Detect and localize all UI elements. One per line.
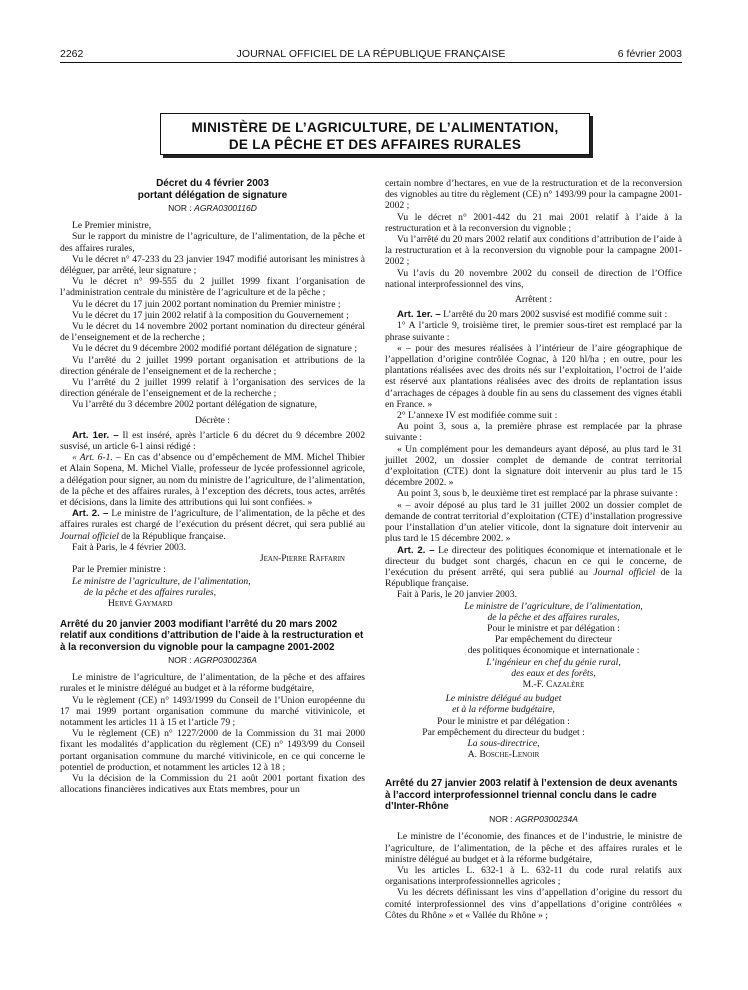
decree-article-2 [60,508,365,542]
signature-block-2 [385,693,622,760]
arrete-para: Vu l’avis du 20 novembre 2002 du conseil de direction de l’Office national interprofessionnel des vins, [385,267,682,290]
nor-code: AGRP0300234A [515,814,578,825]
signer-name: M.-F. Cazalère [522,678,585,690]
article-label: Art. 1er. – [72,429,119,441]
signature-line: Pour le ministre et par délégation : [487,622,620,634]
decree-para: Vu le décret n° 99-555 du 2 juillet 1999 fixant l’organisation de l’administration centrale du ministère de l’agriculture et de la pêche ; [60,276,365,299]
nor-label: NOR : [489,814,513,825]
arrete-para: Vu le décret n° 2001-442 du 21 mai 2001 relatif à l’aide à la restructuration et à la reconversion du vignoble ; [385,211,682,234]
decree-title-line-1: Décret du 4 février 2003 [156,178,269,189]
journal-ref: Journal officiel [60,530,119,542]
arrete-article-1 [385,309,682,320]
nor-label: NOR : [168,655,192,665]
nor-label: NOR : [168,203,192,213]
signature-line: Le ministre de l’agriculture, de l’alimentation, [464,600,643,612]
arrete-para: Vu le règlement (CE) n° 1493/1999 du Conseil de l’Union européenne du 17 mai 1999 portant organisation commune du marché vitivinicole, et notamment les articles 11 à 15 et l’article 79 ; [60,694,365,729]
nor-code: AGRA0300116D [194,203,257,213]
decree-para: Vu le décret du 14 novembre 2002 portant nomination du directeur général de l’enseignement et de la recherche ; [60,321,365,344]
decree-title [60,178,365,201]
decree-para: Sur le rapport du ministre de l’agriculture, de l’alimentation, de la pêche et des affaires rurales, [60,231,365,254]
article-text: de la République française. [385,566,682,590]
decree-para: Vu le décret du 17 juin 2002 portant nomination du Premier ministre ; [72,298,341,310]
signer-minister: Hervé Gaymard [108,597,173,609]
arrete-title: Arrêté du 27 janvier 2003 relatif à l’extension de deux avenants à l’accord interprofessionnel triennal conclu dans le cadre d’Inter-Rhône [385,778,678,812]
arrete-nor [385,814,682,825]
decree-para: Le Premier ministre, [72,220,152,232]
signature-line: de la pêche et des affaires rurales, [487,611,620,623]
arretent-heading: Arrêtent : [514,294,553,306]
point-1: 1° A l’article 9, troisième tiret, le premier sous-tiret est remplacé par la phrase suivante : [385,320,682,343]
par-premier-ministre: Par le Premier ministre : [72,564,166,576]
signatory-minister-line-1: Le ministre de l’agriculture, de l’alimentation, [72,575,251,587]
left-column [60,178,365,795]
signature-line: des politiques économique et internationale : [467,645,640,657]
signature-line: Par empêchement du directeur [495,634,612,646]
article-label: Art. 2. – [397,544,435,556]
decree-para: Vu l’arrêté du 2 juillet 1999 relatif à l’organisation des services de la direction générale de l’enseignement et de la recherche ; [60,377,365,400]
signer-name: A. Bosche-Lenoir [467,749,540,761]
point-2-b: Au point 3, sous b, le deuxième tiret est remplacé par la phrase suivante : [397,488,678,500]
decree-para: Vu l’arrêté du 2 juillet 1999 portant organisation et attributions de la direction générale de l’enseignement et de la recherche ; [60,354,365,377]
decree-article-1 [60,430,365,452]
signatory-minister-line-2: de la pêche et des affaires rurales, [84,586,217,598]
point-2-b-quote: « – avoir déposé au plus tard le 31 juillet 2002 un dossier complet de demande de contrat territorial d’exploitation (CTE) d’installation progressive pour l’installation d’un atelier viticole, dont la signature doit intervenir au plus tard le 15 décembre 2002. » [385,499,682,545]
article-label: Art. 1er. – [397,309,441,321]
decree-para: Vu le décret n° 47-233 du 23 janvier 1947 modifié autorisant les ministres à déléguer, par arrêté, leur signature ; [60,253,365,277]
journal-ref: Journal officiel [593,566,656,578]
decree-nor [60,203,365,214]
ministry-line-1: MINISTÈRE DE L’AGRICULTURE, DE L’ALIMENTATION, [191,120,559,135]
arrete-fait: Fait à Paris, le 20 janvier 2003. [397,589,517,601]
arrete-para: Vu le règlement (CE) n° 1227/2000 de la Commission du 31 mai 2000 fixant les modalités d’application du règlement (CE) n° 1493/99 du Conseil portant organisation commune du marché vitivinicole, en ce qui concerne le potentiel de production, et notamment les articles 12 à 18 ; [60,728,365,773]
article-text: de la République française. [121,530,226,542]
signature-line: des eaux et des forêts, [511,667,596,679]
decree-article-6-1 [60,452,365,508]
decree-fait: Fait à Paris, le 4 février 2003. [72,541,187,553]
signature-block-1 [425,601,682,691]
article-text: Le directeur des politiques économique et internationale et le directeur du budget sont chargés, chacun en ce qui le concerne, de l’exécution du présent arrêté, qui sera publié au [385,544,682,578]
decrete-heading: Décrète : [195,414,230,426]
point-2-a-quote: « Un complément pour les demandeurs ayant déposé, au plus tard le 31 juillet 2002, un dossier complet de demande de contrat territorial d’exploitation (CTE) dont la signature doit intervenir au plus tard le 15 décembre 2002. » [385,443,682,489]
issue-date: 6 février 2003 [617,48,682,60]
signature-line: Pour le ministre et par délégation : [437,715,570,727]
point-1-quote: « – pour des mesures réalisées à l’intérieur de l’aire géographique de l’appellation d’origine contrôlée Cognac, à 120 hl/ha ; en outre, pour les plantations réalisées avec des droits nés sur l’exploitation, l’octroi de l’aide est réservé aux plantations réalisées avec des droits de replantation issus d’arrachages de cépages à double fin au sens du classement des vignes établi en France. » [385,342,682,410]
arrete-nor [60,655,365,666]
arrete-para: Vu les décrets définissant les vins d’appellation d’origine du ressort du comité interprofessionnel des vins d’appellations d’origine contrôlées « Côtes du Rhône » et « Vallée du Rhône » ; [385,887,682,921]
decree-para: Vu l’arrêté du 3 décembre 2002 portant délégation de signature, [72,399,318,411]
ministry-line-2: DE LA PÊCHE ET DES AFFAIRES RURALES [228,137,522,152]
ministry-banner [160,113,590,155]
page-number: 2262 [60,48,84,60]
signature-line: et à la réforme budgétaire, [452,704,555,716]
arrete-para: Vu la décision de la Commission du 21 août 2001 portant fixation des allocations financières indicatives aux Etats membres, pour un [60,773,365,796]
signature-line: Le ministre délégué au budget [445,693,562,705]
article-text: Il est inséré, après l’article 6 du décret du 9 décembre 2002 susvisé, un article 6-1 ainsi rédigé : [60,429,365,453]
decree-para: Vu le décret du 17 juin 2002 relatif à la composition du Gouvernement ; [72,309,349,321]
decree-para: Vu le décret du 9 décembre 2002 modifié portant délégation de signature ; [72,343,358,355]
article-text: En cas d’absence ou d’empêchement de MM. Michel Thibier et Alain Sopena, M. Michel Vialle, professeur de lycée professionnel agricole, a délégation pour signer, au nom du ministre de l’agriculture, de l’alimentation, de la pêche et des affaires rurales, à l’exception des décrets, tous actes, arrêtés et décisions, dans la limite des attributions qui lui sont confiées. » [60,452,365,509]
right-column [385,178,682,921]
article-text: Le ministre de l’agriculture, de l’alimentation, de la pêche et des affaires rurales est chargé de l’exécution du présent décret, qui sera publié au [60,508,365,531]
signature-line: L’ingénieur en chef du génie rural, [486,656,621,668]
arrete-para: certain nombre d’hectares, en vue de la restructuration et de la reconversion des vignobles au titre du règlement (CE) n° 1493/99 pour la campagne 2001-2002 ; [385,178,682,212]
arrete-para: Le ministre de l’agriculture, de l’alimentation, de la pêche et des affaires rurales et le ministre délégué au budget et à la réforme budgétaire, [60,672,365,695]
journal-title: JOURNAL OFFICIEL DE LA RÉPUBLIQUE FRANÇAISE [236,48,506,60]
signature-line: Par empêchement du directeur du budget : [422,726,585,738]
signature-line: La sous-directrice, [467,737,540,749]
arrete-para: Vu les articles L. 632-1 à L. 632-11 du code rural relatifs aux organisations interprofessionnelles agricoles ; [385,865,682,888]
article-text: L’arrêté du 20 mars 2002 susvisé est modifié comme suit : [443,309,668,321]
arrete-article-2 [385,545,682,590]
point-2-a: Au point 3, sous a, la première phrase est remplacée par la phrase suivante : [385,421,682,444]
nor-code: AGRP0300236A [194,655,257,665]
article-label: Art. 2. – [72,508,109,520]
arrete-title: Arrêté du 20 janvier 2003 modifiant l’arrêté du 20 mars 2002 relatif aux conditions d’attribution de l’aide à la restructuration et à la reconversion du vignoble pour la campagne 2001-2002 [60,619,364,653]
decree-title-line-2: portant délégation de signature [137,189,288,201]
point-2: 2° L’annexe IV est modifiée comme suit : [397,410,558,422]
article-label: « Art. 6-1. – [72,452,121,464]
header-rule [60,62,682,63]
arrete-para: Le ministre de l’économie, des finances et de l’industrie, le ministre de l’agriculture, de l’alimentation, de la pêche et des affaires rurales et le ministre délégué au budget et à la réforme budgétaire, [385,831,682,865]
signer-prime-minister: Jean-Pierre Raffarin [259,553,345,565]
arrete-para: Vu l’arrêté du 20 mars 2002 relatif aux conditions d’attribution de l’aide à la restructuration et à la reconversion du vignoble pour la campagne 2001-2002 ; [385,234,682,268]
